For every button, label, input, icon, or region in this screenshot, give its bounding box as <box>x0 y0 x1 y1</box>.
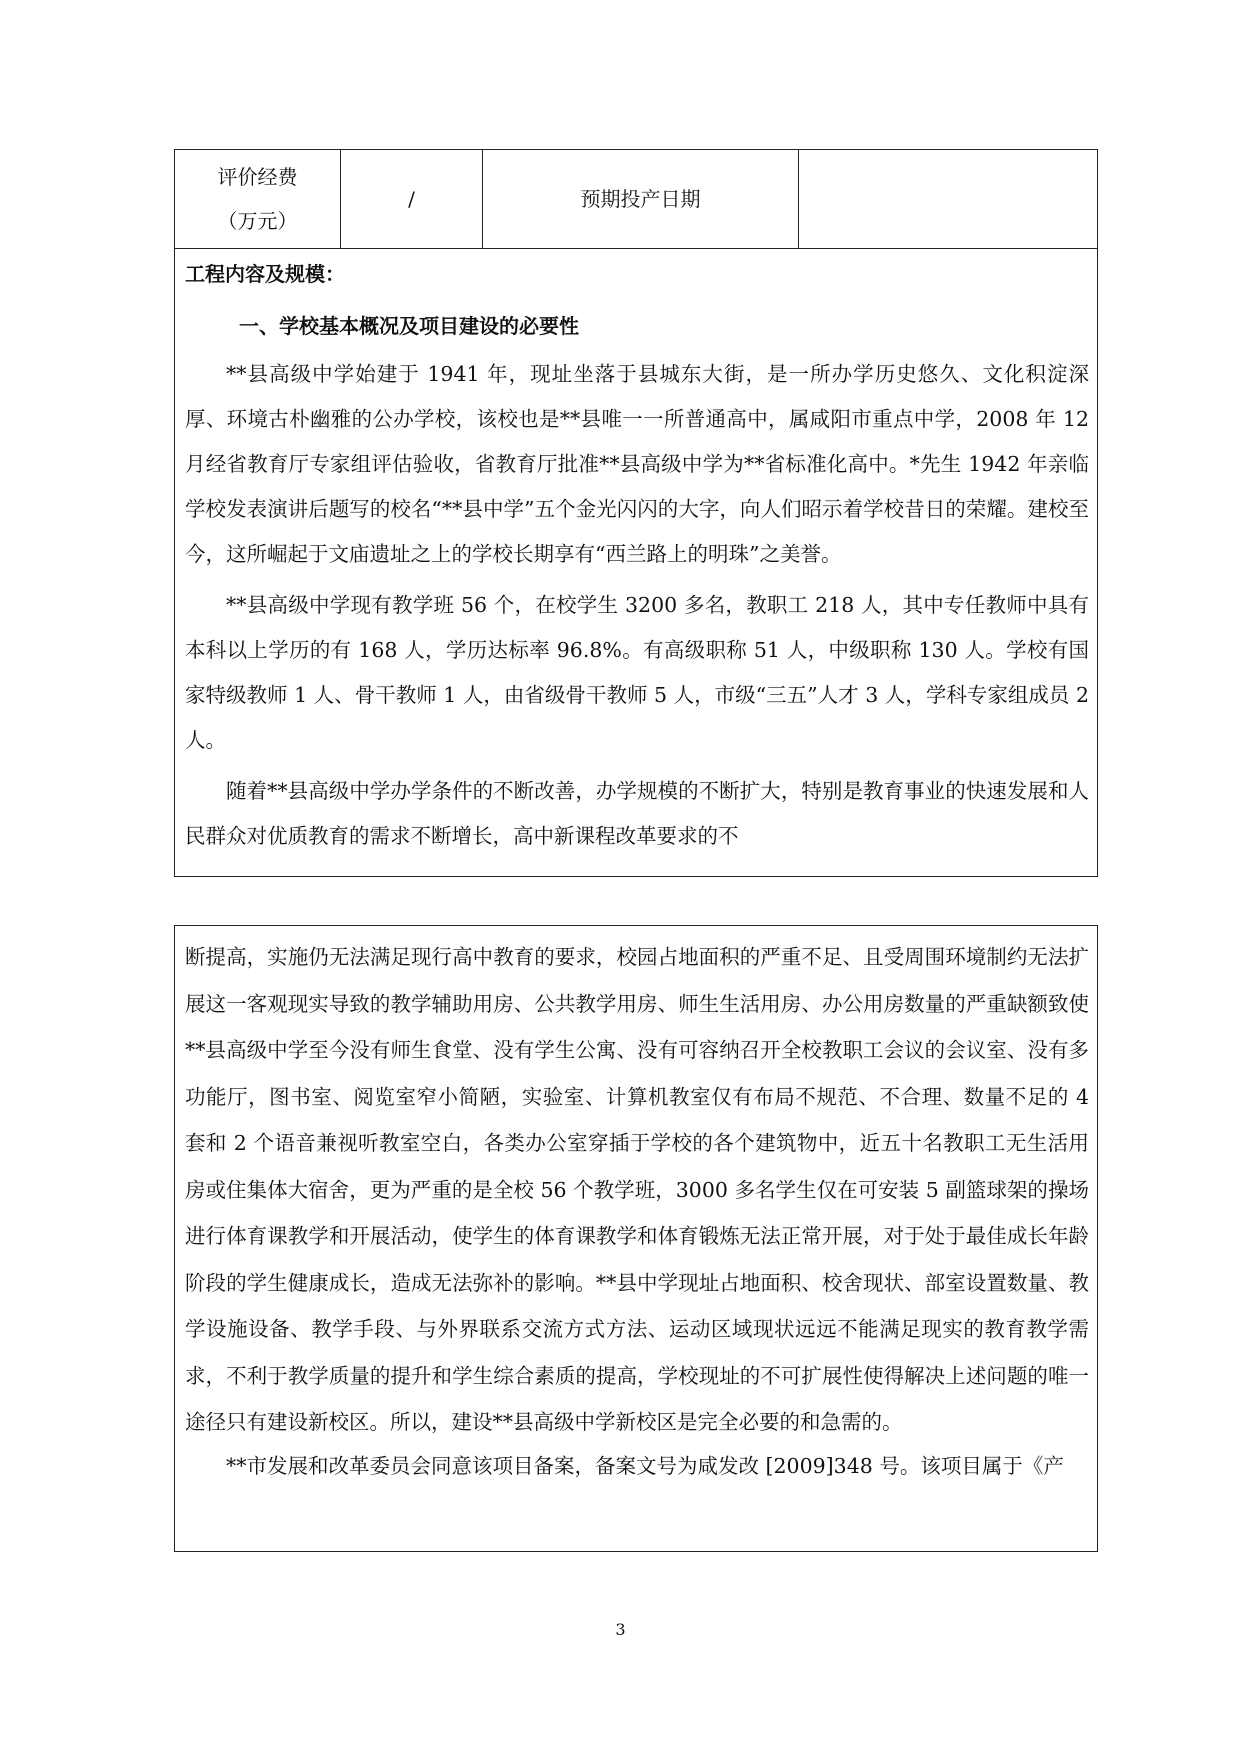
date-label-cell <box>483 150 799 248</box>
info-row <box>175 150 1097 249</box>
continuation-box <box>174 925 1098 1552</box>
paragraph-approval: **市发展和改革委员会同意该项目备案，备案文号为咸发改 [2009]348 号。该项目属于《产 <box>226 1453 1064 1478</box>
paragraph-necessity: 断提高，实施仍无法满足现行高中教育的要求，校园占地面积的严重不足、且受周围环境制约无法扩展这一客观现实导致的教学辅助用房、公共教学用房、师生生活用房、办公用房数量的严重缺额致使**县高级中学至今没有师生食堂、没有学生公寓、没有可容纳召开全校教职工会议的会议室、没有多功能厅，图书室、阅览室窄小简陋，实验室、计算机教室仅有布局不规范、不合理、数量不足的 4 套和 2 个语音兼视听教室空白，各类办公室穿插于学校的各个建筑物中，近五十名教职工无生活用房或住集体大宿舍，更为严重的是全校 56 个教学班，3000 多名学生仅在可安装 5 副篮球架的操场进行体育课教学和开展活动，使学生的体育课教学和体育锻炼无法正常开展，对于处于最佳成长年龄阶段的学生健康成长，造成无法弥补的影响。**县中学现址占地面积、校舍现状、部室设置数量、教学设施设备、教学手段、与外界联系交流方式方法、运动区域现状远远不能满足现实的教育教学需求，不利于教学质量的提升和学生综合素质的提高，学校现址的不可扩展性使得解决上述问题的唯一途径只有建设新校区。所以，建设**县高级中学新校区是完全必要的和急需的。 <box>185 945 1089 1434</box>
cost-label-line1: 评价经费 <box>217 165 298 189</box>
section-title: 工程内容及规模： <box>185 262 345 286</box>
date-value-cell <box>799 150 1097 248</box>
cost-label-line2: （万元） <box>217 209 298 233</box>
cost-value: / <box>408 187 415 211</box>
cost-label-cell <box>175 150 341 248</box>
paragraph-school-history: **县高级中学始建于 1941 年，现址坐落于县城东大街，是一所办学历史悠久、文化积淀深厚、环境古朴幽雅的公办学校，该校也是**县唯一一所普通高中，属咸阳市重点中学，2008 年 12 月经省教育厅专家组评估验收，省教育厅批准**县高级中学为**省标准化高中。*先生 1942 年亲临学校发表演讲后题写的校名“**县中学”五个金光闪闪的大字，向人们昭示着学校昔日的荣耀。建校至今，这所崛起于文庙遗址之上的学校长期享有“西兰路上的明珠”之美誉。 <box>185 362 1089 566</box>
section-content <box>185 248 1089 859</box>
continuation-content <box>185 934 1089 1486</box>
date-label: 预期投产日期 <box>580 187 701 211</box>
cost-value-cell <box>341 150 483 248</box>
project-info-table <box>174 149 1098 877</box>
section-heading: 一、学校基本概况及项目建设的必要性 <box>239 314 579 338</box>
paragraph-school-staff: **县高级中学现有教学班 56 个，在校学生 3200 多名，教职工 218 人，其中专任教师中具有本科以上学历的有 168 人，学历达标率 96.8%。有高级职称 51 人，中级职称 130 人。学校有国家特级教师 1 人、骨干教师 1 人，由省级骨干教师 5 人，市级“三五”人才 3 人，学科专家组成员 2 人。 <box>185 593 1089 752</box>
paragraph-development: 随着**县高级中学办学条件的不断改善，办学规模的不断扩大，特别是教育事业的快速发展和人民群众对优质教育的需求不断增长，高中新课程改革要求的不 <box>185 779 1089 848</box>
page-number: 3 <box>615 1620 626 1639</box>
